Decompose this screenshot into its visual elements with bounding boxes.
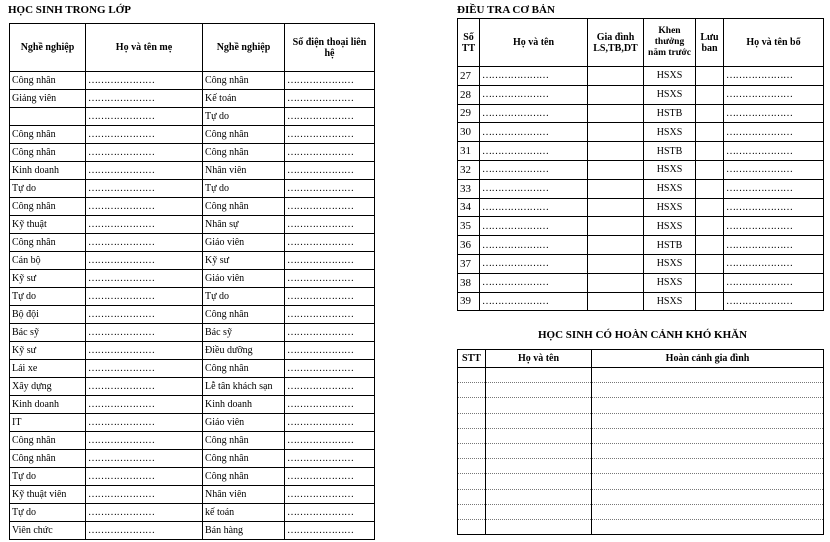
occupation-cell: Kế toán [203,90,285,108]
occupation-cell [10,108,86,126]
stt-cell[interactable] [458,459,486,474]
table-row [10,216,375,234]
occupation-cell: Tự do [10,468,86,486]
father-name-cell: ………………… [724,273,824,292]
header-mother-name: Họ và tên mẹ [86,24,203,72]
occupation-cell: Tự do [203,288,285,306]
occupation-cell: Lái xe [10,360,86,378]
name-cell[interactable] [486,519,592,534]
circumstance-cell[interactable] [592,474,824,489]
occupation-cell: Công nhân [203,432,285,450]
occupation-cell: kế toán [203,504,285,522]
father-name-cell: ………………… [724,160,824,179]
phone-cell: ………………… [285,126,375,144]
number-cell: 37 [458,254,480,273]
occupation-cell: Bác sỹ [203,324,285,342]
number-cell: 34 [458,198,480,217]
occupation-cell: Lễ tân khách sạn [203,378,285,396]
retained-cell [696,123,724,142]
circumstance-cell[interactable] [592,428,824,443]
number-cell: 32 [458,160,480,179]
occupation-cell: Kinh doanh [10,162,86,180]
award-cell: HSXS [644,198,696,217]
occupation-cell: Viên chức [10,522,86,540]
phone-cell: ………………… [285,90,375,108]
occupation-cell: Kỹ sư [203,252,285,270]
occupation-cell: Kinh doanh [10,396,86,414]
table-row [458,236,824,255]
number-cell: 36 [458,236,480,255]
stt-cell[interactable] [458,474,486,489]
father-name-cell: ………………… [724,85,824,104]
table-row [458,368,824,383]
table-row [10,450,375,468]
number-cell: 29 [458,104,480,123]
occupation-cell: Tự do [10,288,86,306]
family-status-cell [588,292,644,311]
father-name-cell: ………………… [724,123,824,142]
phone-cell: ………………… [285,216,375,234]
stt-cell[interactable] [458,504,486,519]
phone-cell: ………………… [285,306,375,324]
table-row [458,292,824,311]
table-row [10,270,375,288]
phone-cell: ………………… [285,270,375,288]
award-cell: HSXS [644,217,696,236]
mother-name-cell: ………………… [86,216,203,234]
phone-cell: ………………… [285,234,375,252]
circumstance-cell[interactable] [592,383,824,398]
basic-survey-table [457,18,824,311]
name-cell[interactable] [486,459,592,474]
mother-name-cell: ………………… [86,252,203,270]
father-name-cell: ………………… [724,217,824,236]
retained-cell [696,236,724,255]
table-row [10,396,375,414]
full-name-cell: ………………… [480,236,588,255]
occupation-cell: Công nhân [10,450,86,468]
retained-cell [696,292,724,311]
award-cell: HSXS [644,254,696,273]
mother-name-cell: ………………… [86,360,203,378]
family-status-cell [588,198,644,217]
occupation-cell: Bác sỹ [10,324,86,342]
table-row [10,162,375,180]
award-cell: HSXS [644,67,696,86]
table-row [458,217,824,236]
retained-cell [696,217,724,236]
number-cell: 27 [458,67,480,86]
retained-cell [696,85,724,104]
header-stt: STT [458,350,486,368]
number-cell: 38 [458,273,480,292]
full-name-cell: ………………… [480,67,588,86]
mother-name-cell: ………………… [86,72,203,90]
name-cell[interactable] [486,489,592,504]
stt-cell[interactable] [458,428,486,443]
retained-cell [696,198,724,217]
stt-cell[interactable] [458,383,486,398]
occupation-cell: Công nhân [203,72,285,90]
full-name-cell: ………………… [480,292,588,311]
father-name-cell: ………………… [724,67,824,86]
class-students-table [9,23,375,540]
family-status-cell [588,217,644,236]
occupation-cell: Tự do [10,180,86,198]
occupation-cell: Công nhân [10,72,86,90]
name-cell[interactable] [486,398,592,413]
phone-cell: ………………… [285,432,375,450]
right-section-title: ĐIỀU TRA CƠ BẢN [457,4,555,16]
header-occupation-1: Nghề nghiệp [10,24,86,72]
class-students-rows [10,72,375,540]
name-cell[interactable] [486,368,592,383]
table-row [458,160,824,179]
header-occupation-2: Nghề nghiệp [203,24,285,72]
hardship-section-title: HỌC SINH CÓ HOÀN CẢNH KHÓ KHĂN [538,329,748,341]
table-row [458,123,824,142]
name-cell[interactable] [486,443,592,458]
header-hardship-name: Họ và tên [486,350,592,368]
retained-cell [696,273,724,292]
header-full-name: Họ và tên [480,19,588,67]
table-row [458,504,824,519]
header-father-name: Họ và tên bố [724,19,824,67]
number-cell: 39 [458,292,480,311]
circumstance-cell[interactable] [592,489,824,504]
retained-cell [696,104,724,123]
phone-cell: ………………… [285,378,375,396]
full-name-cell: ………………… [480,142,588,161]
phone-cell: ………………… [285,198,375,216]
family-status-cell [588,142,644,161]
mother-name-cell: ………………… [86,522,203,540]
occupation-cell: Nhân viên [203,162,285,180]
stt-cell[interactable] [458,398,486,413]
occupation-cell: Công nhân [203,144,285,162]
retained-cell [696,254,724,273]
circumstance-cell[interactable] [592,459,824,474]
circumstance-cell[interactable] [592,443,824,458]
header-family-circumstance: Hoàn cảnh gia đình [592,350,824,368]
mother-name-cell: ………………… [86,90,203,108]
header-number: Số TT [458,19,480,67]
table-row [458,85,824,104]
table-row [10,360,375,378]
retained-cell [696,160,724,179]
number-cell: 28 [458,85,480,104]
table-row [10,72,375,90]
phone-cell: ………………… [285,396,375,414]
name-cell[interactable] [486,428,592,443]
table-row [458,198,824,217]
stt-cell[interactable] [458,413,486,428]
family-status-cell [588,160,644,179]
phone-cell: ………………… [285,414,375,432]
full-name-cell: ………………… [480,179,588,198]
table-row [10,522,375,540]
hardship-rows [458,368,824,535]
occupation-cell: Công nhân [203,360,285,378]
table-row [458,489,824,504]
father-name-cell: ………………… [724,104,824,123]
mother-name-cell: ………………… [86,450,203,468]
occupation-cell: Giảng viên [10,90,86,108]
circumstance-cell[interactable] [592,413,824,428]
mother-name-cell: ………………… [86,468,203,486]
family-status-cell [588,254,644,273]
phone-cell: ………………… [285,450,375,468]
mother-name-cell: ………………… [86,432,203,450]
occupation-cell: Công nhân [10,144,86,162]
phone-cell: ………………… [285,288,375,306]
occupation-cell: Tự do [203,108,285,126]
full-name-cell: ………………… [480,217,588,236]
circumstance-cell[interactable] [592,504,824,519]
table-row [10,486,375,504]
left-section-title: HỌC SINH TRONG LỚP [8,4,131,16]
table-row [458,519,824,534]
mother-name-cell: ………………… [86,414,203,432]
occupation-cell: Công nhân [203,306,285,324]
phone-cell: ………………… [285,486,375,504]
mother-name-cell: ………………… [86,198,203,216]
occupation-cell: Công nhân [203,198,285,216]
table-row [10,288,375,306]
family-status-cell [588,273,644,292]
family-status-cell [588,236,644,255]
retained-cell [696,67,724,86]
table-row [10,90,375,108]
mother-name-cell: ………………… [86,396,203,414]
occupation-cell: Tự do [203,180,285,198]
table-row [10,414,375,432]
table-row [458,142,824,161]
mother-name-cell: ………………… [86,234,203,252]
table-row [10,378,375,396]
phone-cell: ………………… [285,324,375,342]
table-row [10,108,375,126]
table-row [458,254,824,273]
table-row [458,413,824,428]
retained-cell [696,179,724,198]
mother-name-cell: ………………… [86,504,203,522]
award-cell: HSTB [644,142,696,161]
occupation-cell: Bán hàng [203,522,285,540]
circumstance-cell[interactable] [592,368,824,383]
occupation-cell: Công nhân [10,126,86,144]
phone-cell: ………………… [285,162,375,180]
family-status-cell [588,67,644,86]
table-row [10,306,375,324]
phone-cell: ………………… [285,72,375,90]
table-row [10,126,375,144]
phone-cell: ………………… [285,504,375,522]
stt-cell[interactable] [458,519,486,534]
occupation-cell: Nhân sự [203,216,285,234]
phone-cell: ………………… [285,342,375,360]
table-row [10,252,375,270]
mother-name-cell: ………………… [86,324,203,342]
table-row [458,474,824,489]
table-row [10,324,375,342]
table-row [458,67,824,86]
phone-cell: ………………… [285,522,375,540]
name-cell[interactable] [486,383,592,398]
table-row [458,383,824,398]
occupation-cell: Kỹ sư [10,270,86,288]
father-name-cell: ………………… [724,142,824,161]
mother-name-cell: ………………… [86,180,203,198]
family-status-cell [588,123,644,142]
phone-cell: ………………… [285,360,375,378]
full-name-cell: ………………… [480,273,588,292]
mother-name-cell: ………………… [86,288,203,306]
hardship-table [457,349,824,535]
number-cell: 30 [458,123,480,142]
stt-cell[interactable] [458,368,486,383]
table-row [10,342,375,360]
occupation-cell: Tự do [10,504,86,522]
mother-name-cell: ………………… [86,342,203,360]
phone-cell: ………………… [285,144,375,162]
table-row [458,459,824,474]
table-row [458,179,824,198]
table-row [10,198,375,216]
award-cell: HSXS [644,179,696,198]
father-name-cell: ………………… [724,236,824,255]
table-row [458,104,824,123]
table-row [10,234,375,252]
occupation-cell: Giáo viên [203,414,285,432]
header-awards: Khen thưởng năm trước [644,19,696,67]
occupation-cell: Kỹ sư [10,342,86,360]
mother-name-cell: ………………… [86,144,203,162]
stt-cell[interactable] [458,443,486,458]
award-cell: HSTB [644,104,696,123]
mother-name-cell: ………………… [86,306,203,324]
mother-name-cell: ………………… [86,126,203,144]
table-row [458,428,824,443]
retained-cell [696,142,724,161]
header-retained: Lưu ban [696,19,724,67]
family-status-cell [588,179,644,198]
phone-cell: ………………… [285,180,375,198]
occupation-cell: Giáo viên [203,234,285,252]
table-row [458,273,824,292]
occupation-cell: Cán bộ [10,252,86,270]
table-row [458,398,824,413]
table-row [10,144,375,162]
basic-survey-rows [458,67,824,311]
occupation-cell: Kinh doanh [203,396,285,414]
family-status-cell [588,104,644,123]
father-name-cell: ………………… [724,254,824,273]
number-cell: 33 [458,179,480,198]
award-cell: HSXS [644,273,696,292]
header-family-status: Gia đình LS,TB,DT [588,19,644,67]
occupation-cell: Công nhân [10,234,86,252]
table-row [10,468,375,486]
mother-name-cell: ………………… [86,270,203,288]
circumstance-cell[interactable] [592,398,824,413]
occupation-cell: Công nhân [203,468,285,486]
phone-cell: ………………… [285,252,375,270]
table-row [10,504,375,522]
award-cell: HSXS [644,292,696,311]
name-cell[interactable] [486,413,592,428]
father-name-cell: ………………… [724,292,824,311]
mother-name-cell: ………………… [86,486,203,504]
occupation-cell: Kỹ thuật [10,216,86,234]
occupation-cell: Công nhân [10,198,86,216]
full-name-cell: ………………… [480,254,588,273]
mother-name-cell: ………………… [86,108,203,126]
table-row [10,180,375,198]
occupation-cell: Công nhân [203,126,285,144]
family-status-cell [588,85,644,104]
number-cell: 31 [458,142,480,161]
occupation-cell: Công nhân [203,450,285,468]
full-name-cell: ………………… [480,123,588,142]
award-cell: HSTB [644,236,696,255]
circumstance-cell[interactable] [592,519,824,534]
full-name-cell: ………………… [480,160,588,179]
name-cell[interactable] [486,474,592,489]
phone-cell: ………………… [285,108,375,126]
father-name-cell: ………………… [724,179,824,198]
award-cell: HSXS [644,123,696,142]
occupation-cell: IT [10,414,86,432]
occupation-cell: Xây dựng [10,378,86,396]
name-cell[interactable] [486,504,592,519]
occupation-cell: Nhân viên [203,486,285,504]
table-row [458,443,824,458]
header-phone: Số điện thoại liên hệ [285,24,375,72]
mother-name-cell: ………………… [86,162,203,180]
full-name-cell: ………………… [480,104,588,123]
table-row [10,432,375,450]
occupation-cell: Điều dưỡng [203,342,285,360]
award-cell: HSXS [644,160,696,179]
full-name-cell: ………………… [480,198,588,217]
mother-name-cell: ………………… [86,378,203,396]
occupation-cell: Bộ đội [10,306,86,324]
father-name-cell: ………………… [724,198,824,217]
stt-cell[interactable] [458,489,486,504]
number-cell: 35 [458,217,480,236]
full-name-cell: ………………… [480,85,588,104]
occupation-cell: Giáo viên [203,270,285,288]
occupation-cell: Kỹ thuật viên [10,486,86,504]
phone-cell: ………………… [285,468,375,486]
occupation-cell: Công nhân [10,432,86,450]
award-cell: HSXS [644,85,696,104]
